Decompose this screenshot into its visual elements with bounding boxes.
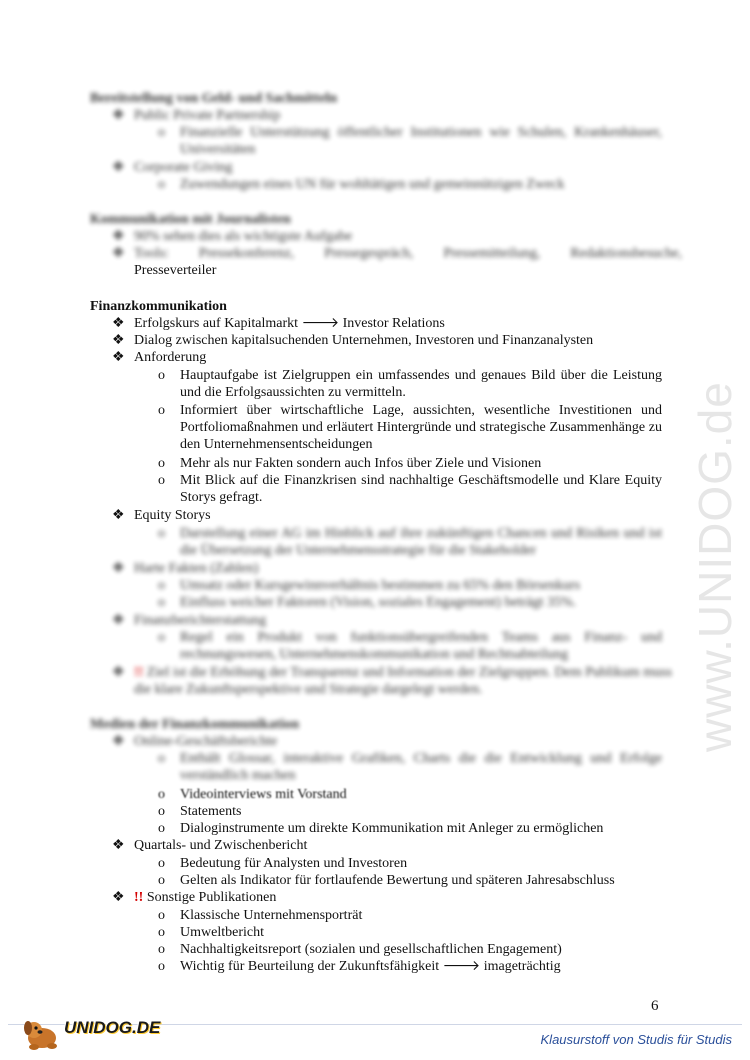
sub-item: o Wichtig für Beurteilung der Zukunftsfähigkeit 🡒 imageträchtig [158,959,561,974]
unidog-logo[interactable] [22,1016,161,1052]
bullet-item: ❖ Corporate Giving [112,160,233,175]
sub-item: o Gelten als Indikator für fortlaufende Bewertung und späteren Jahresabschluss [158,873,615,888]
sub-item: o Nachhaltigkeitsreport (sozialen und gesellschaftlichen Engagement) [158,942,562,957]
bullet-item: ❖ Anforderung [112,350,207,365]
page-number: 6 [651,998,659,1014]
sub-item: o Bedeutung für Analysten und Investoren [158,856,408,871]
warning-exclamation-icon: !! [134,890,144,905]
diamond-bullet-icon: ❖ [112,890,125,905]
diamond-bullet-icon: ❖ [112,561,125,576]
sub-item: o Umweltbericht [158,925,264,940]
logo-text: UNIDOG.DE [64,1018,161,1037]
diamond-bullet-icon: ❖ [112,613,125,628]
sub-item: o Finanzielle Unterstützung öffentlicher Institutionen wie Schulen, Krankenhäuser, Universitäten [158,125,662,158]
bullet-continuation: Presseverteiler [134,263,217,278]
diamond-bullet-icon: ❖ [112,160,125,175]
bullet-item: ❖ Harte Fakten (Zahlen) [112,561,259,576]
sub-item: o Informiert über wirtschaftliche Lage, aussichten, wesentliche Investitionen und Portfoliomaßnahmen und erläutert Hintergründe und strategische Zusammenhänge zu den Unternehmensentscheidungen [158,403,662,453]
bullet-item: ❖ Dialog zwischen kapitalsuchenden Unternehmen, Investoren und Finanzanalysten [112,333,594,348]
diamond-bullet-icon: ❖ [112,350,125,365]
sub-item: o Regel ein Produkt von funktionsübergreifenden Teams aus Finanz- und rechnungswesen, Unternehmenskommunikation und Rechtsabteilung [158,630,662,663]
bullet-item: ❖ !! Sonstige Publikationen [112,890,277,905]
arrow-right-icon: 🡒 [442,959,481,974]
bullet-item: ❖ !! Ziel ist die Erhöhung der Transparenz und Information der Zielgruppen. Dem Publikum muss die klare Zukunftsperspektive und Strategie dargelegt werden. [112,665,673,697]
diamond-bullet-icon: ❖ [112,665,125,680]
sub-item: o Mehr als nur Fakten sondern auch Infos über Ziele und Visionen [158,456,542,471]
sub-item: o Zuwendungen eines UN für wohltätigen und gemeinnützigen Zweck [158,177,565,192]
diamond-bullet-icon: ❖ [112,229,125,244]
warning-exclamation-icon: !! [134,665,144,680]
diamond-bullet-icon: ❖ [112,333,125,348]
sub-item: o Enthält Glossar, interaktive Grafiken, Charts die die Entwicklung und Erfolge verständlich machen [158,751,662,784]
bullet-item: ❖ Erfolgskurs auf Kapitalmarkt 🡒 Investor Relations [112,316,445,331]
diamond-bullet-icon: ❖ [112,838,125,853]
sub-item: o Statements [158,804,242,819]
section-heading: Bereitstellung von Geld- und Sachmitteln [90,91,338,106]
bullet-item: ❖ Public Private Partnership [112,108,281,123]
section-heading: Finanzkommunikation [90,299,227,314]
dog-mascot-icon [22,1016,62,1052]
sub-item: o Mit Blick auf die Finanzkrisen sind nachhaltige Geschäftsmodelle und Klare Equity Storys gefragt. [158,473,662,506]
sub-item: o Darstellung einer AG im Hinblick auf ihre zukünftigen Chancen und Risiken und ist die Übersetzung der Unternehmensstrategie für die Stakeholder [158,526,662,559]
diamond-bullet-icon: ❖ [112,734,125,749]
bullet-item: ❖ Equity Storys [112,508,211,523]
bullet-item: ❖ 90% sehen dies als wichtigste Aufgabe [112,229,353,244]
sub-item: o Hauptaufgabe ist Zielgruppen ein umfassendes und genaues Bild über die Leistung und die Erfolgsaussichten zu vermitteln. [158,368,662,401]
footer-tagline: Klausurstoff von Studis für Studis [540,1032,732,1047]
bullet-item: ❖ Quartals- und Zwischenbericht [112,838,308,853]
sub-item: o Dialoginstrumente um direkte Kommunikation mit Anleger zu ermöglichen [158,821,604,836]
sub-item: o Einfluss weicher Faktoren (Vision, soziales Engagement) beträgt 35%. [158,595,577,610]
bullet-item: ❖ Online-Geschäftsberichte [112,734,278,749]
watermark: www.UNIDOG.de [689,381,741,752]
diamond-bullet-icon: ❖ [112,316,125,331]
diamond-bullet-icon: ❖ [112,108,125,123]
arrow-right-icon: 🡒 [301,316,340,331]
bullet-item: ❖ Tools: Pressekonferenz, Pressegespräch, Pressemitteilung, Redaktionsbesuche, [112,246,682,261]
diamond-bullet-icon: ❖ [112,508,125,523]
sub-item: o Videointerviews mit Vorstand [158,787,347,802]
sub-item: o Umsatz oder Kursgewinnverhältnis bestimmen zu 65% den Börsenkurs [158,578,581,593]
sub-item: o Klassische Unternehmensporträt [158,908,363,923]
diamond-bullet-icon: ❖ [112,246,125,261]
section-heading: Medien der Finanzkommunikation [90,717,299,732]
bullet-item: ❖ Finanzberichterstattung [112,613,267,628]
section-heading: Kommunikation mit Journalisten [90,212,291,227]
